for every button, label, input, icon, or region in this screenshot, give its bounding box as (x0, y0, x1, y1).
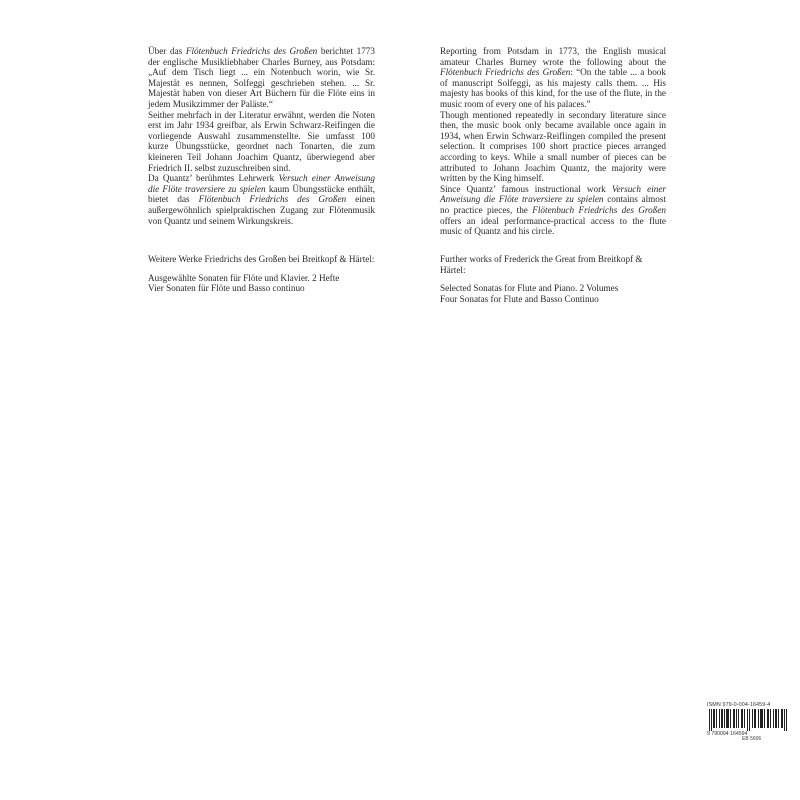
text-run: : “On the table ... a book of manuscript Solfeggi, as his majesty calls them. ... His majesty has books of this kind, for the use of the flute, in the music room of every one of his palaces.” (440, 67, 666, 109)
german-paragraph-3 (148, 173, 375, 226)
text-run: Reporting from Potsdam in 1773, the English musical amateur Charles Burney wrote the following about the (440, 46, 666, 67)
further-works-heading: Further works of Frederick the Great from Breitkopf & Härtel: (440, 254, 643, 275)
further-works-item: Ausgewählte Sonaten für Flöte und Klavier. 2 Hefte (148, 272, 340, 283)
text-run: Über das (148, 46, 186, 56)
further-works-heading: Weitere Werke Friedrichs des Großen bei Breitkopf & Härtel: (148, 254, 375, 264)
book-title: Flötenbuch Friedrichs des Großen (440, 67, 571, 78)
book-title: Flötenbuch Friedrichs des Großen (198, 194, 347, 205)
english-paragraph-2: Though mentioned repeatedly in secondary literature since then, the music book only became available once again in 1934, when Erwin Schwarz-Reiflingen compiled the present selection. It comprises 100 short practice pieces arranged according to keys. While a small number of pieces can be attributed to Johann Joachim Quantz, the majority were written by the King himself. (440, 109, 666, 184)
further-works-item: Selected Sonatas for Flute and Piano. 2 Volumes (440, 283, 619, 294)
german-further-works (148, 254, 375, 294)
work-title: Versuch einer Anweisung die Flöte traversiere zu spielen (148, 173, 375, 194)
barcode-bars (707, 709, 791, 731)
further-works-item: Four Sonatas for Flute and Basso Continuo (440, 293, 599, 304)
english-paragraph-3 (440, 184, 666, 237)
ismn-number: ISMN 979-0-004-16459-4 (707, 702, 771, 708)
text-run: offers an ideal performance-practical access to the flute music of Quantz and his circle. (440, 215, 666, 237)
text-run: kaum Übungsstücke enthält, bietet das (148, 183, 375, 205)
book-title: Flötenbuch Friedrichs des Großen (185, 46, 318, 56)
text-run: Since Quantz’ famous instructional work (440, 183, 612, 194)
german-paragraph-1 (148, 46, 375, 110)
english-further-works (440, 254, 666, 304)
text-run: einen außergewöhnlich spielpraktischen Zugang zur Flötenmusik von Quantz und seinem Wirkungskreis. (148, 194, 376, 226)
work-title: Versuch einer Anweisung die Flöte traversiere zu spielen (440, 183, 666, 205)
text-run: contains almost no practice pieces, the (440, 194, 666, 215)
book-title: Flötenbuch Friedrichs des Großen (532, 204, 667, 215)
german-paragraph-2: Seither mehrfach in der Literatur erwähnt, werden die Noten erst im Jahr 1934 greifbar, als Erwin Schwarz-Reifingen die vorliegende Auswahl zusammenstellte. Sie umfasst 100 kurze Übungsstücke, geordnet nach Tonarten, die zum kleineren Teil Johann Joachim Quantz, überwiegend aber Friedrich II. selbst zuzuschreiben sind. (148, 109, 375, 173)
german-description (148, 46, 375, 226)
english-description (440, 46, 666, 237)
text-run: berichtet 1773 der englische Musikliebhaber Charles Burney, aus Potsdam: „Auf dem Tisch liegt ... ein Notenbuch worin, wie Sr. Majestät es nennen, Solfeggi geschrieben stehen. ... Sr. Majestät haben von dieser Art Büchern für die Flöte eins in jedem Musikzimmer der Paläste.“ (148, 46, 375, 109)
english-paragraph-1 (440, 46, 666, 110)
text-run: Da Quantz’ berühmtes Lehrwerk (148, 173, 279, 184)
edition-number: EB 5606 (742, 736, 762, 742)
further-works-item: Vier Sonaten für Flöte und Basso continuo (148, 283, 305, 294)
barcode-digits: 9 790004 164594 (707, 731, 748, 737)
